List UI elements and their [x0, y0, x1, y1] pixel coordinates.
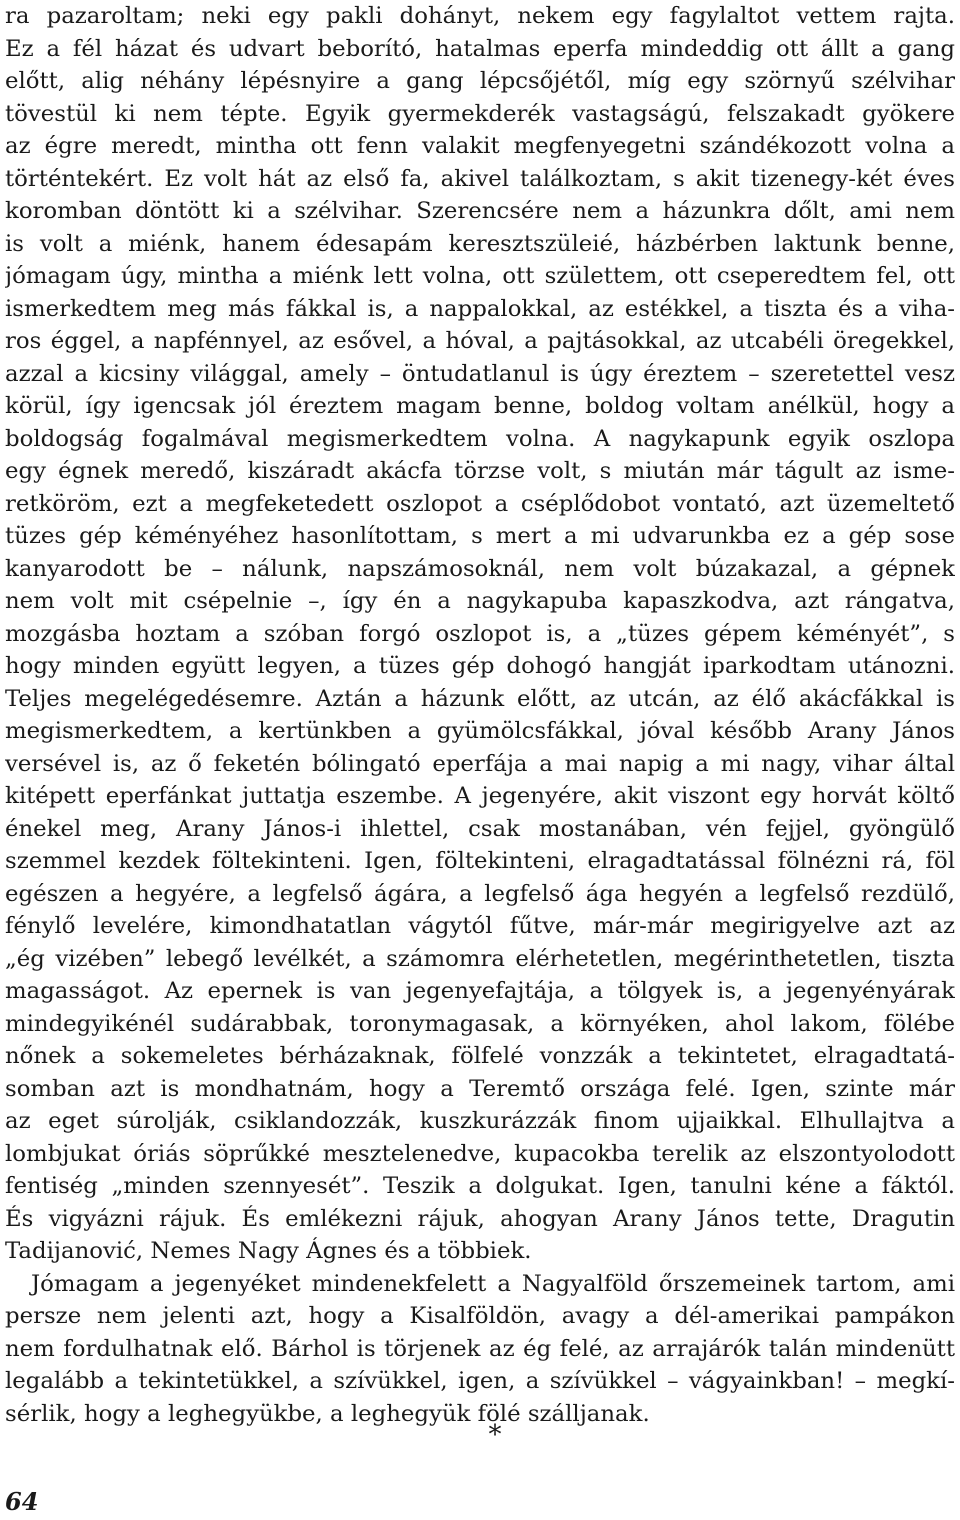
text-line: legalább a tekintetükkel, a szívükkel, igen, a szívükkel – vágyainkban! – megkí-: [5, 1368, 955, 1394]
text-line: kanyarodott be – nálunk, napszámosoknál, nem volt búzakazal, a gépnek: [5, 555, 955, 582]
text-line: Tadijanović, Nemes Nagy Ágnes és a többiek.: [5, 1238, 532, 1264]
text-line: tövestül ki nem tépte. Egyik gyermekderék vastagságú, felszakadt gyökere: [5, 100, 955, 127]
text-line: tüzes gép kéményéhez hasonlítottam, s mert a mi udvarunkba ez a gép sose: [5, 523, 955, 549]
page-number: 64: [5, 1487, 39, 1516]
text-line: jómagam úgy, mintha a miénk lett volna, ott születtem, ott cseperedtem fel, ott: [5, 263, 955, 289]
text-line: azzal a kicsiny világgal, amely – öntudatlanul is úgy éreztem – szeretettel vesz: [5, 360, 955, 387]
text-line: egy égnek meredő, kiszáradt akácfa törzse volt, s miután már tágult az isme-: [5, 458, 955, 484]
text-line: retköröm, ezt a megfeketedett oszlopot a cséplődobot vontató, azt üzemeltető: [5, 490, 955, 517]
text-line: történtekért. Ez volt hát az első fa, akivel találkoztam, s akit tizenegy-két éves: [5, 165, 955, 192]
text-line: És vigyázni rájuk. És emlékezni rájuk, ahogyan Arany János tette, Dragutin: [5, 1205, 955, 1232]
text-line: egészen a hegyére, a legfelső ágára, a legfelső ága hegyén a legfelső rezdülő,: [5, 880, 955, 907]
text-line: mozgásba hoztam a szóban forgó oszlopot is, a „tüzes gépem kéményét”, s: [5, 620, 955, 647]
paragraph: [5, 1268, 955, 1431]
text-line: nem volt mit csépelnie –, így én a nagykapuba kapaszkodva, azt rángatva,: [5, 588, 955, 614]
text-line: mindegyikénél sudárabbak, toronymagasak, a környéken, ahol lakom, fölébe: [5, 1010, 955, 1037]
body-text: [5, 0, 955, 1430]
text-line: hogy minden együtt legyen, a tüzes gép dohogó hangját iparkodtam utánozni.: [5, 653, 955, 679]
text-line: ros éggel, a napfénnyel, az esővel, a hóval, a pajtásokkal, az utcabéli öregekkel,: [5, 328, 955, 354]
text-line: nőnek a sokemeletes bérházaknak, fölfelé vonzzák a tekintetet, elragadtatá-: [5, 1043, 955, 1069]
text-line: lombjukat óriás söprűkké mesztelenedve, kupacokba terelik az elszontyolodott: [5, 1140, 955, 1167]
text-line: is volt a miénk, hanem édesapám keresztszüleié, házbérben laktunk benne,: [5, 230, 955, 257]
text-line: az eget súrolják, csiklandozzák, kuszkurázzák finom ujjaikkal. Elhullajtva a: [5, 1108, 955, 1134]
text-line: előtt, alig néhány lépésnyire a gang lépcsőjétől, míg egy szörnyű szélvihar: [5, 68, 955, 94]
text-line: Ez a fél házat és udvart beborító, hatalmas eperfa mindeddig ott állt a gang: [5, 35, 955, 62]
text-line: boldogság fogalmával megismerkedtem volna. A nagykapunk egyik oszlopa: [5, 425, 955, 452]
text-line: „ég vizében” lebegő levélkét, a számomra elérhetetlen, megérinthetetlen, tiszta: [5, 945, 955, 972]
text-line: nem fordulhatnak elő. Bárhol is törjenek az ég felé, az arrajárók talán mindenütt: [5, 1335, 955, 1362]
text-line: Teljes megelégedésemre. Aztán a házunk előtt, az utcán, az élő akácfákkal is: [5, 685, 955, 712]
text-line: versével is, az ő feketén bólingató eperfája a mai napig a mi nagy, vihar által: [5, 750, 955, 777]
text-line: megismerkedtem, a kertünkben a gyümölcsfákkal, jóval később Arany János: [5, 718, 955, 744]
text-line: fentiség „minden szennyesét”. Teszik a dolgukat. Igen, tanulni kéne a fáktól.: [5, 1173, 955, 1199]
section-separator: *: [488, 1420, 502, 1450]
text-line: somban azt is mondhatnám, hogy a Teremtő országa felé. Igen, szinte már: [5, 1075, 955, 1102]
text-line: Jómagam a jegenyéket mindenekfelett a Nagyalföld őrszemeinek tartom, ami: [31, 1270, 955, 1297]
text-line: ismerkedtem meg más fákkal is, a nappalokkal, az estékkel, a tiszta és a viha-: [5, 295, 955, 322]
text-line: szemmel kezdek föltekinteni. Igen, föltekinteni, elragadtatással fölnézni rá, föl: [5, 848, 955, 874]
paragraph: [5, 0, 955, 1268]
text-line: persze nem jelenti azt, hogy a Kisalföldön, avagy a dél-amerikai pampákon: [5, 1303, 955, 1329]
text-line: fénylő levelére, kimondhatatlan vágytól fűtve, már-már megirigyelve azt az: [5, 913, 955, 939]
text-line: sérlik, hogy a leghegyükbe, a leghegyük fölé szálljanak.: [5, 1400, 650, 1427]
text-line: magasságot. Az epernek is van jegenyefajtája, a tölgyek is, a jegenyényárak: [5, 978, 955, 1004]
text-line: az égre meredt, mintha ott fenn valakit megfenyegetni szándékozott volna a: [5, 133, 955, 159]
text-line: ra pazaroltam; neki egy pakli dohányt, nekem egy fagylaltot vettem rajta.: [5, 3, 955, 29]
text-line: koromban döntött ki a szélvihar. Szerencsére nem a házunkra dőlt, ami nem: [5, 198, 955, 224]
text-line: kitépett eperfánkat juttatja eszembe. A jegenyére, akit viszont egy horvát költő: [5, 783, 955, 809]
text-line: körül, így igencsak jól éreztem magam benne, boldog voltam anélkül, hogy a: [5, 393, 955, 419]
text-line: énekel meg, Arany János-i ihlettel, csak mostanában, vén fejjel, gyöngülő: [5, 815, 955, 842]
